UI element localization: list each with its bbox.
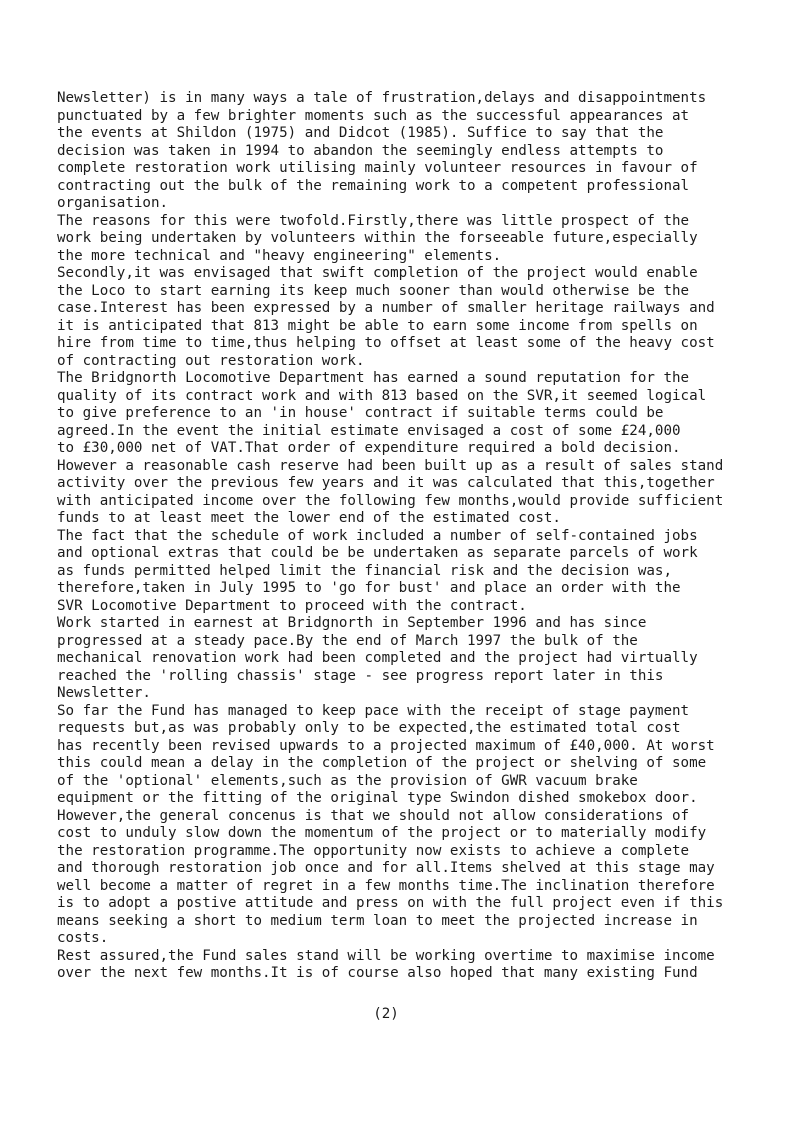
text-line: complete restoration work utilising mainly volunteer resources in favour of [57,160,698,176]
text-line: the restoration programme.The opportunity now exists to achieve a complete [57,842,690,859]
text-line: So far the Fund has managed to keep pace with the receipt of stage payment [57,702,690,719]
text-line: work being undertaken by volunteers within the forseeable future,especially [57,230,698,246]
text-line: agreed.In the event the initial estimate envisaged a cost of some £24,000 [57,422,681,439]
text-line: The Bridgnorth Locomotive Department has earned a sound reputation for the [57,370,690,386]
text-line: to £30,000 net of VAT.That order of expenditure required a bold decision. [57,440,681,456]
text-line: progressed at a steady pace.By the end of March 1997 the bulk of the [57,632,638,649]
text-line: of contracting out restoration work. [57,352,365,369]
text-line: with anticipated income over the following few months,would provide sufficient [57,492,724,509]
text-line: Rest assured,the Fund sales stand will be working overtime to maximise income [57,947,715,964]
text-line: means seeking a short to medium term loan to meet the projected increase in [57,912,698,929]
text-line: decision was taken in 1994 to abandon the seemingly endless attempts to [57,142,664,159]
text-line: and thorough restoration job once and for all.Items shelved at this stage may [57,860,715,876]
text-line: has recently been revised upwards to a projected maximum of £40,000. At worst [57,737,715,754]
text-line: the Loco to start earning its keep much sooner than would otherwise be the [57,282,690,299]
text-line: activity over the previous few years and it was calculated that this,together [57,475,715,491]
text-line: to give preference to an 'in house' contract if suitable terms could be [57,405,664,421]
page-number: (2) [373,1006,399,1022]
text-line: over the next few months.It is of course also hoped that many existing Fund [57,965,698,981]
text-line: Work started in earnest at Bridgnorth in September 1996 and has since [57,615,647,631]
text-line: Newsletter) is in many ways a tale of frustration,delays and disappointments [57,90,707,106]
text-line: The reasons for this were twofold.Firstly,there was little prospect of the [57,212,690,229]
text-line: The fact that the schedule of work included a number of self-contained jobs [57,527,698,544]
text-line: and optional extras that could be be undertaken as separate parcels of work [57,545,698,561]
text-line: organisation. [57,195,169,211]
text-line: reached the 'rolling chassis' stage - see progress report later in this [57,667,664,684]
text-line: cost to unduly slow down the momentum of the project or to materially modify [57,825,707,841]
text-line: Newsletter. [57,685,151,701]
text-line: therefore,taken in July 1995 to 'go for bust' and place an order with the [57,580,681,596]
text-line: costs. [57,930,109,946]
text-line: equipment or the fitting of the original type Swindon dished smokebox door. [57,790,698,806]
text-line: funds to at least meet the lower end of the estimated cost. [57,510,561,526]
text-line: requests but,as was probably only to be expected,the estimated total cost [57,720,681,736]
text-line: it is anticipated that 813 might be able to earn some income from spells on [57,317,698,334]
text-line: However a reasonable cash reserve had been built up as a result of sales stand [57,457,724,474]
text-line: this could mean a delay in the completion of the project or shelving of some [57,755,707,771]
text-line: mechanical renovation work had been completed and the project had virtually [57,650,698,666]
text-line: hire from time to time,thus helping to offset at least some of the heavy cost [57,335,715,351]
text-line: the events at Shildon (1975) and Didcot (1985). Suffice to say that the [57,125,664,141]
text-line: case.Interest has been expressed by a number of smaller heritage railways and [57,300,715,316]
text-line: of the 'optional' elements,such as the provision of GWR vacuum brake [57,772,638,789]
body-text [57,90,757,983]
text-line: well become a matter of regret in a few months time.The inclination therefore [57,877,715,894]
text-line: SVR Locomotive Department to proceed with the contract. [57,597,527,614]
text-line: However,the general concenus is that we should not allow considerations of [57,807,690,824]
text-line: contracting out the bulk of the remaining work to a competent professional [57,177,690,194]
text-line: Secondly,it was envisaged that swift completion of the project would enable [57,265,698,281]
text-line: the more technical and "heavy engineering" elements. [57,247,502,264]
text-line: quality of its contract work and with 813 based on the SVR,it seemed logical [57,387,707,404]
text-line: as funds permitted helped limit the financial risk and the decision was, [57,562,672,579]
text-line: is to adopt a postive attitude and press on with the full project even if this [57,895,724,911]
text-line: punctuated by a few brighter moments such as the successful appearances at [57,107,690,124]
